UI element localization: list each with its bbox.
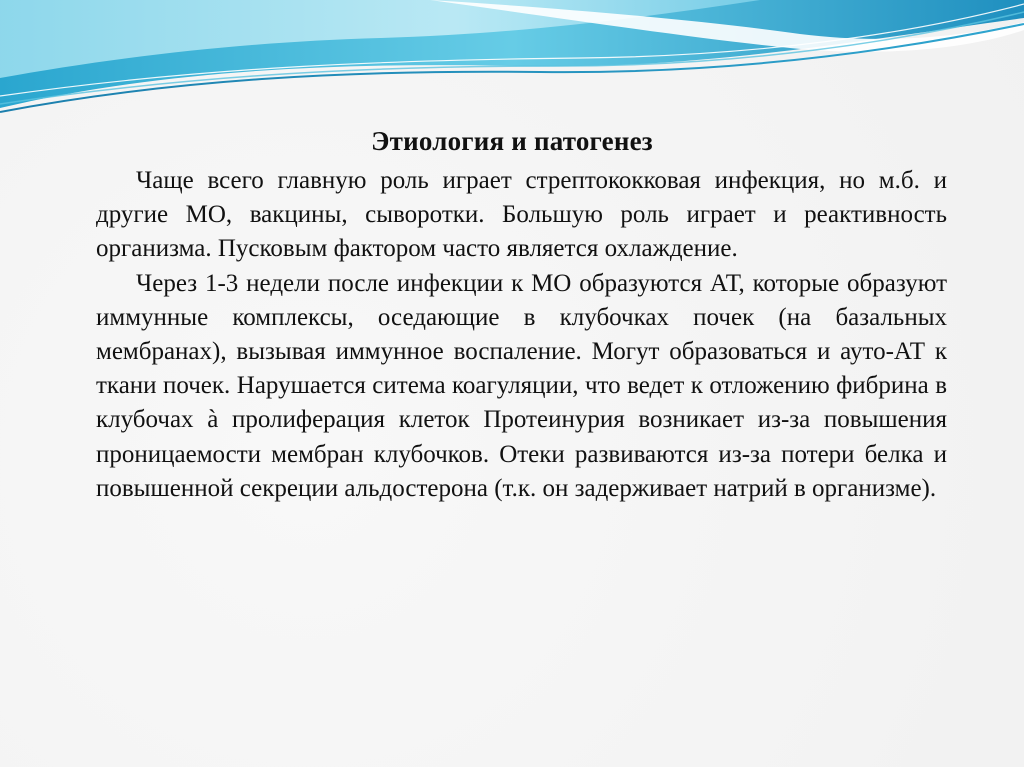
slide-title: Этиология и патогенез xyxy=(371,126,653,156)
decorative-wave-banner xyxy=(0,0,1024,140)
paragraph-etiology: Чаще всего главную роль играет стрептококковая инфекция, но м.б. и другие МО, вакцины, сыворотки. Большую роль играет и реактивность организма. Пусковым фактором часто является охлаждение. xyxy=(96,167,947,263)
slide-body xyxy=(96,164,947,506)
paragraph-pathogenesis: Через 1-3 недели после инфекции к МО образуются АТ, которые образуют иммунные комплексы, оседающие в клубочках почек (на базальных мембранах), вызывая иммунное воспаление. Могут образоваться и ауто-АТ к ткани почек. Нарушается ситема коагуляции, что ведет к отложению фибрина в клубочах à пролиферация клеток Протеинурия возникает из-за повышения проницаемости мембран клубочков. Отеки развиваются из-за потери белка и повышенной секреции альдостерона (т.к. он задерживает натрий в организме). xyxy=(96,269,947,502)
